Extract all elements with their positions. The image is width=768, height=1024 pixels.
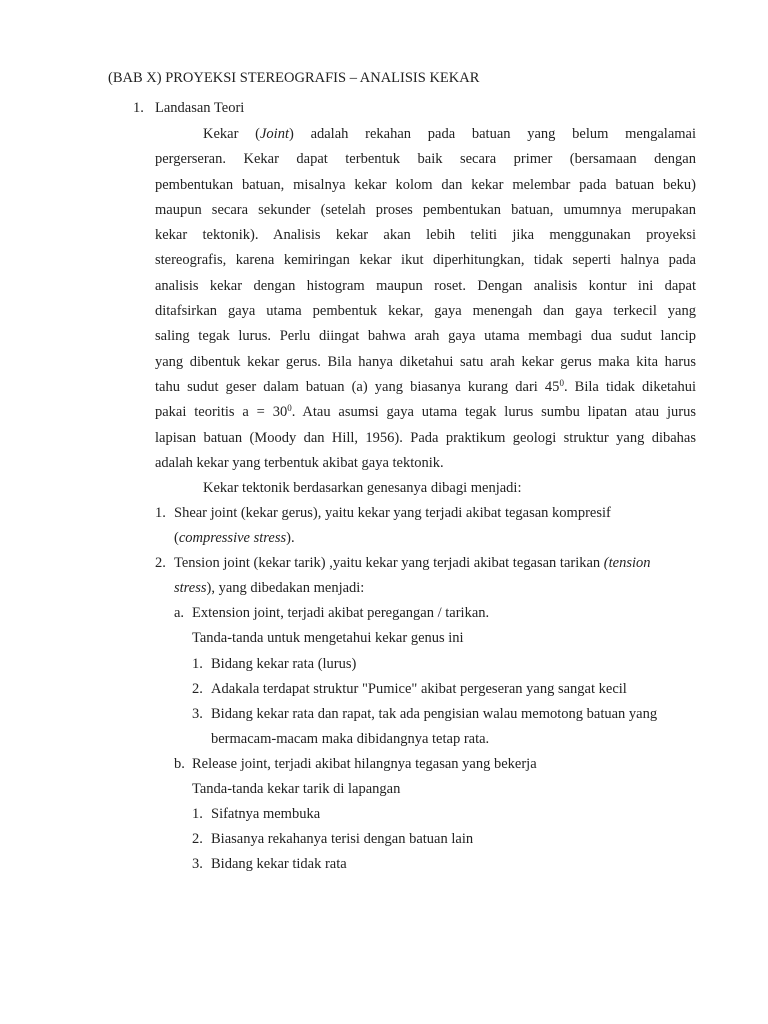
nested-item-continuation: bermacam-macam maka dibidangnya tetap rata. [211, 731, 490, 747]
paragraph-line: pembentukan batuan, misalnya kekar kolom dan kekar melembar pada batuan beku) [155, 176, 696, 193]
list-item-continuation [174, 529, 295, 547]
paragraph-line: maupun secara sekunder (setelah proses pembentukan batuan, umumnya merupakan [155, 201, 696, 218]
text-span: ). [286, 530, 295, 546]
list-item-shear-joint: Shear joint (kekar gerus), yaitu kekar yang terjadi akibat tegasan kompresif [174, 505, 611, 521]
paragraph-line: pergerseran. Kekar dapat terbentuk baik secara primer (bersamaan dengan [155, 151, 696, 168]
paragraph-line [155, 125, 696, 150]
paragraph-landasan-teori [155, 125, 696, 479]
paragraph-line: yang dibentuk kekar gerus. Bila hanya diketahui satu arah kekar gerus maka kita harus [155, 353, 696, 370]
text-span: ) adalah rekahan pada batuan yang belum mengalamai [289, 126, 696, 142]
degree-superscript: 0 [287, 403, 292, 414]
italic-term: compressive stress [178, 530, 287, 546]
nested-item-number: 2. [192, 681, 203, 697]
paragraph-line: ditafsirkan gaya utama pembentuk kekar, gaya menengah dan gaya terkecil yang [155, 303, 696, 320]
nested-item: Biasanya rekahanya terisi dengan batuan lain [211, 831, 474, 847]
nested-item-number: 3. [192, 706, 203, 722]
list-item-number: 1. [155, 505, 166, 521]
text-span: Tension joint (kekar tarik) ,yaitu kekar yang terjadi akibat tegasan tarikan [174, 555, 604, 571]
italic-term: (tension [603, 555, 651, 571]
paragraph-line: adalah kekar yang terbentuk akibat gaya tektonik. [155, 454, 444, 471]
text-span: pakai teoritis a = 30 [155, 404, 288, 421]
paragraph-line [155, 378, 696, 403]
sub-item-extension-joint: Extension joint, terjadi akibat peregangan / tarikan. [192, 605, 490, 621]
text-span: ), yang dibedakan menjadi: [206, 580, 365, 596]
section-title: Landasan Teori [155, 100, 245, 116]
joint-italic: Joint [260, 126, 289, 142]
paragraph-line: stereografis, karena kemiringan kekar ikut diperhitungkan, tidak seperti halnya pada [155, 252, 696, 269]
sub-item-letter: a. [174, 605, 185, 621]
sub-item-release-joint: Release joint, terjadi akibat hilangnya tegasan yang bekerja [192, 756, 537, 772]
paragraph-genesa: Kekar tektonik berdasarkan genesanya dibagi menjadi: [203, 480, 522, 496]
list-item-tension-joint [174, 554, 651, 572]
nested-item-number: 3. [192, 856, 203, 872]
text-span: tahu sudut geser dalam batuan (a) yang biasanya kurang dari 45 [155, 378, 560, 395]
nested-item: Bidang kekar rata (lurus) [211, 656, 357, 672]
paragraph-line: saling tegak lurus. Perlu diingat bahwa arah gaya utama membagi dua sudut lancip [155, 328, 696, 345]
list-item-number: 2. [155, 555, 166, 571]
sub-item-intro: Tanda-tanda kekar tarik di lapangan [192, 781, 401, 797]
nested-item: Adakala terdapat struktur "Pumice" akibat pergeseran yang sangat kecil [211, 681, 627, 697]
nested-item: Bidang kekar rata dan rapat, tak ada pengisian walau memotong batuan yang [211, 706, 658, 722]
text-span: ( [174, 530, 179, 546]
nested-item-number: 1. [192, 806, 203, 822]
paragraph-line [155, 403, 696, 428]
paragraph-line: analisis kekar dengan histogram maupun roset. Dengan analisis kontur ini dapat [155, 277, 696, 294]
text-span: Kekar ( [203, 126, 260, 142]
nested-item: Bidang kekar tidak rata [211, 856, 347, 872]
list-item-continuation [174, 579, 364, 597]
degree-superscript: 0 [559, 377, 564, 388]
nested-item-number: 1. [192, 656, 203, 672]
paragraph-line: lapisan batuan (Moody dan Hill, 1956). Pada praktikum geologi struktur yang dibahas [155, 429, 696, 446]
sub-item-letter: b. [174, 756, 185, 772]
italic-term: stress [174, 580, 207, 596]
paragraph-line: kekar tektonik). Analisis kekar akan lebih teliti jika menggunakan proyeksi [155, 227, 696, 244]
sub-item-intro: Tanda-tanda untuk mengetahui kekar genus ini [192, 630, 464, 646]
chapter-heading: (BAB X) PROYEKSI STEREOGRAFIS – ANALISIS KEKAR [108, 70, 480, 86]
section-number: 1. [133, 100, 144, 116]
nested-item-number: 2. [192, 831, 203, 847]
nested-item: Sifatnya membuka [211, 806, 321, 822]
text-span: . Bila tidak diketahui [563, 378, 696, 395]
text-span: . Atau asumsi gaya utama tegak lurus sumbu lipatan atau jurus [291, 404, 696, 421]
